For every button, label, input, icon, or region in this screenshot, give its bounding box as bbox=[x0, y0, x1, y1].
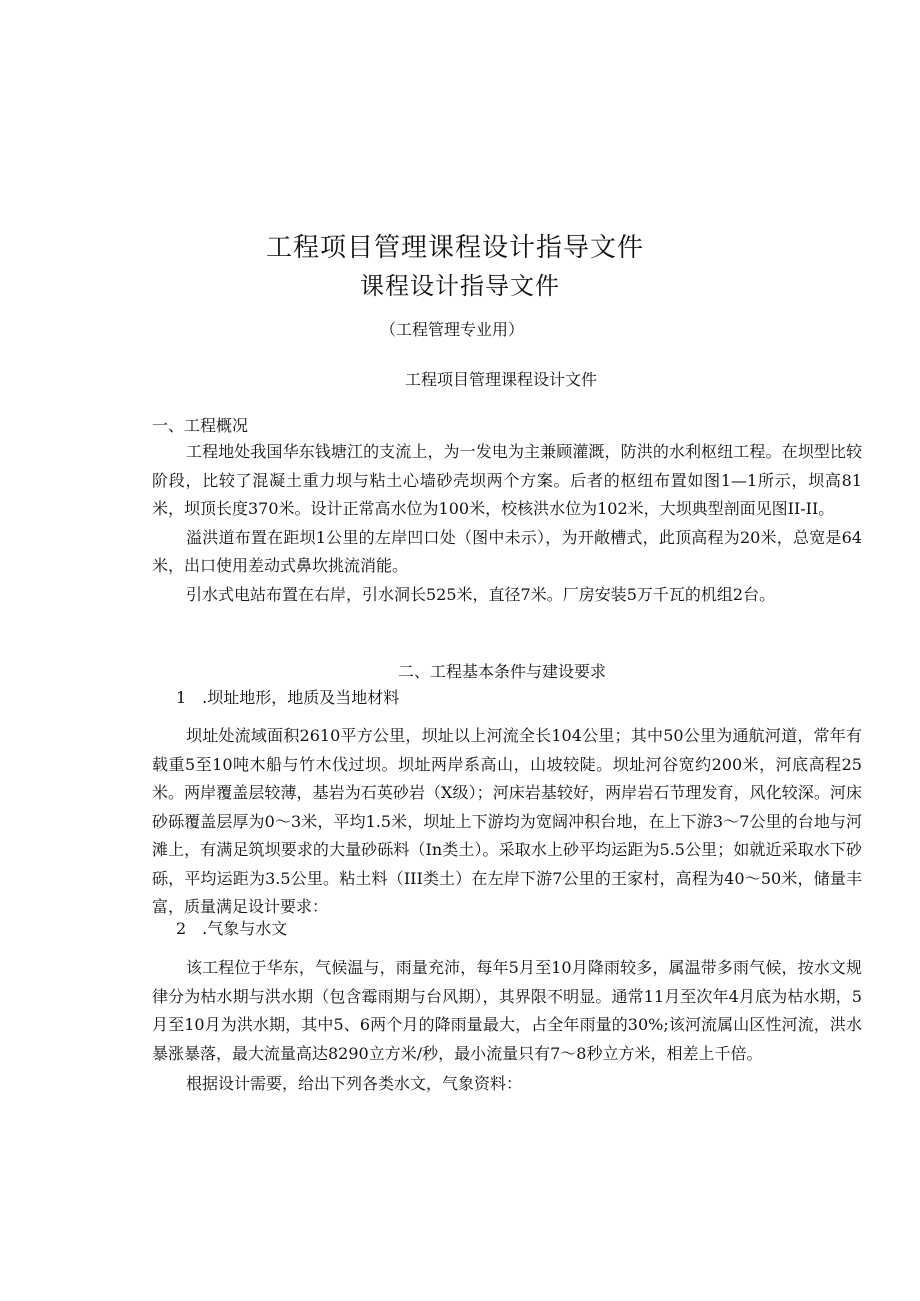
subsection2-paragraph: 该工程位于华东，气候温与，雨量充沛，每年5月至10月降雨较多，属温带多雨气候，按水文规律分为枯水期与洪水期（包含霉雨期与台风期），其界限不明显。通常11月至次年4月底为枯水期，5月至10月为洪水期，其中5、6两个月的降雨量最大，占全年雨量的30%;该河流属山区性河流，洪水暴涨暴落，最大流量高达8290立方米/秒，最小流量只有7～8秒立方米，相差上千倍。 bbox=[152, 958, 862, 1063]
section1-paragraph: 引水式电站布置在右岸，引水洞长525米，直径7米。厂房安装5万千瓦的机组2台。 bbox=[186, 584, 776, 604]
usage-note: （工程管理专业用） bbox=[380, 320, 525, 339]
main-title: 工程项目管理课程设计指导文件 bbox=[266, 233, 645, 263]
section1-body bbox=[152, 438, 862, 609]
subsection1-body bbox=[152, 722, 862, 922]
document-caption: 工程项目管理课程设计文件 bbox=[405, 370, 598, 389]
subsection2-paragraph: 根据设计需要，给出下列各类水文，气象资料： bbox=[186, 1074, 523, 1093]
section1-heading: 一、工程概况 bbox=[152, 416, 249, 435]
section2-heading: 二、工程基本条件与建设要求 bbox=[398, 662, 607, 681]
subsection2-heading: 2 .气象与水文 bbox=[176, 919, 288, 938]
subsection2-body bbox=[152, 954, 862, 1099]
subsection1-heading: 1 .坝址地形，地质及当地材料 bbox=[176, 688, 400, 707]
sub-title: 课程设计指导文件 bbox=[360, 272, 560, 300]
section1-paragraph: 溢洪道布置在距坝1公里的左岸凹口处（图中未示），为开敞槽式，此顶高程为20米，总宽是64米，出口使用差动式鼻坎挑流消能。 bbox=[152, 527, 862, 575]
section1-paragraph: 工程地处我国华东钱塘江的支流上，为一发电为主兼顾灌溉，防洪的水利枢纽工程。在坝型比较阶段，比较了混凝土重力坝与粘土心墙砂壳坝两个方案。后者的枢纽布置如图1—1所示，坝高81米，坝顶长度370米。设计正常高水位为100米，校核洪水位为102米，大坝典型剖面见图II-II。 bbox=[152, 442, 862, 518]
subsection1-paragraph: 坝址处流域面积2610平方公里，坝址以上河流全长104公里；其中50公里为通航河道，常年有载重5至10吨木船与竹木伐过坝。坝址两岸系高山，山坡较陡。坝址河谷宽约200米，河底高程25米。两岸覆盖层较薄，基岩为石英砂岩（X级）；河床岩基较好，两岸岩石节理发育，风化较深。河床砂砾覆盖层厚为0～3米，平均1.5米，坝址上下游均为宽阔冲积台地，在上下游3～7公里的台地与河滩上，有满足筑坝要求的大量砂砾料（In类土）。采取水上砂平均运距为5.5公里；如就近采取水下砂砾，平均运距为3.5公里。粘土料（III类土）在左岸下游7公里的王家村，高程为40～50米，储量丰富，质量满足设计要求： bbox=[152, 726, 862, 916]
